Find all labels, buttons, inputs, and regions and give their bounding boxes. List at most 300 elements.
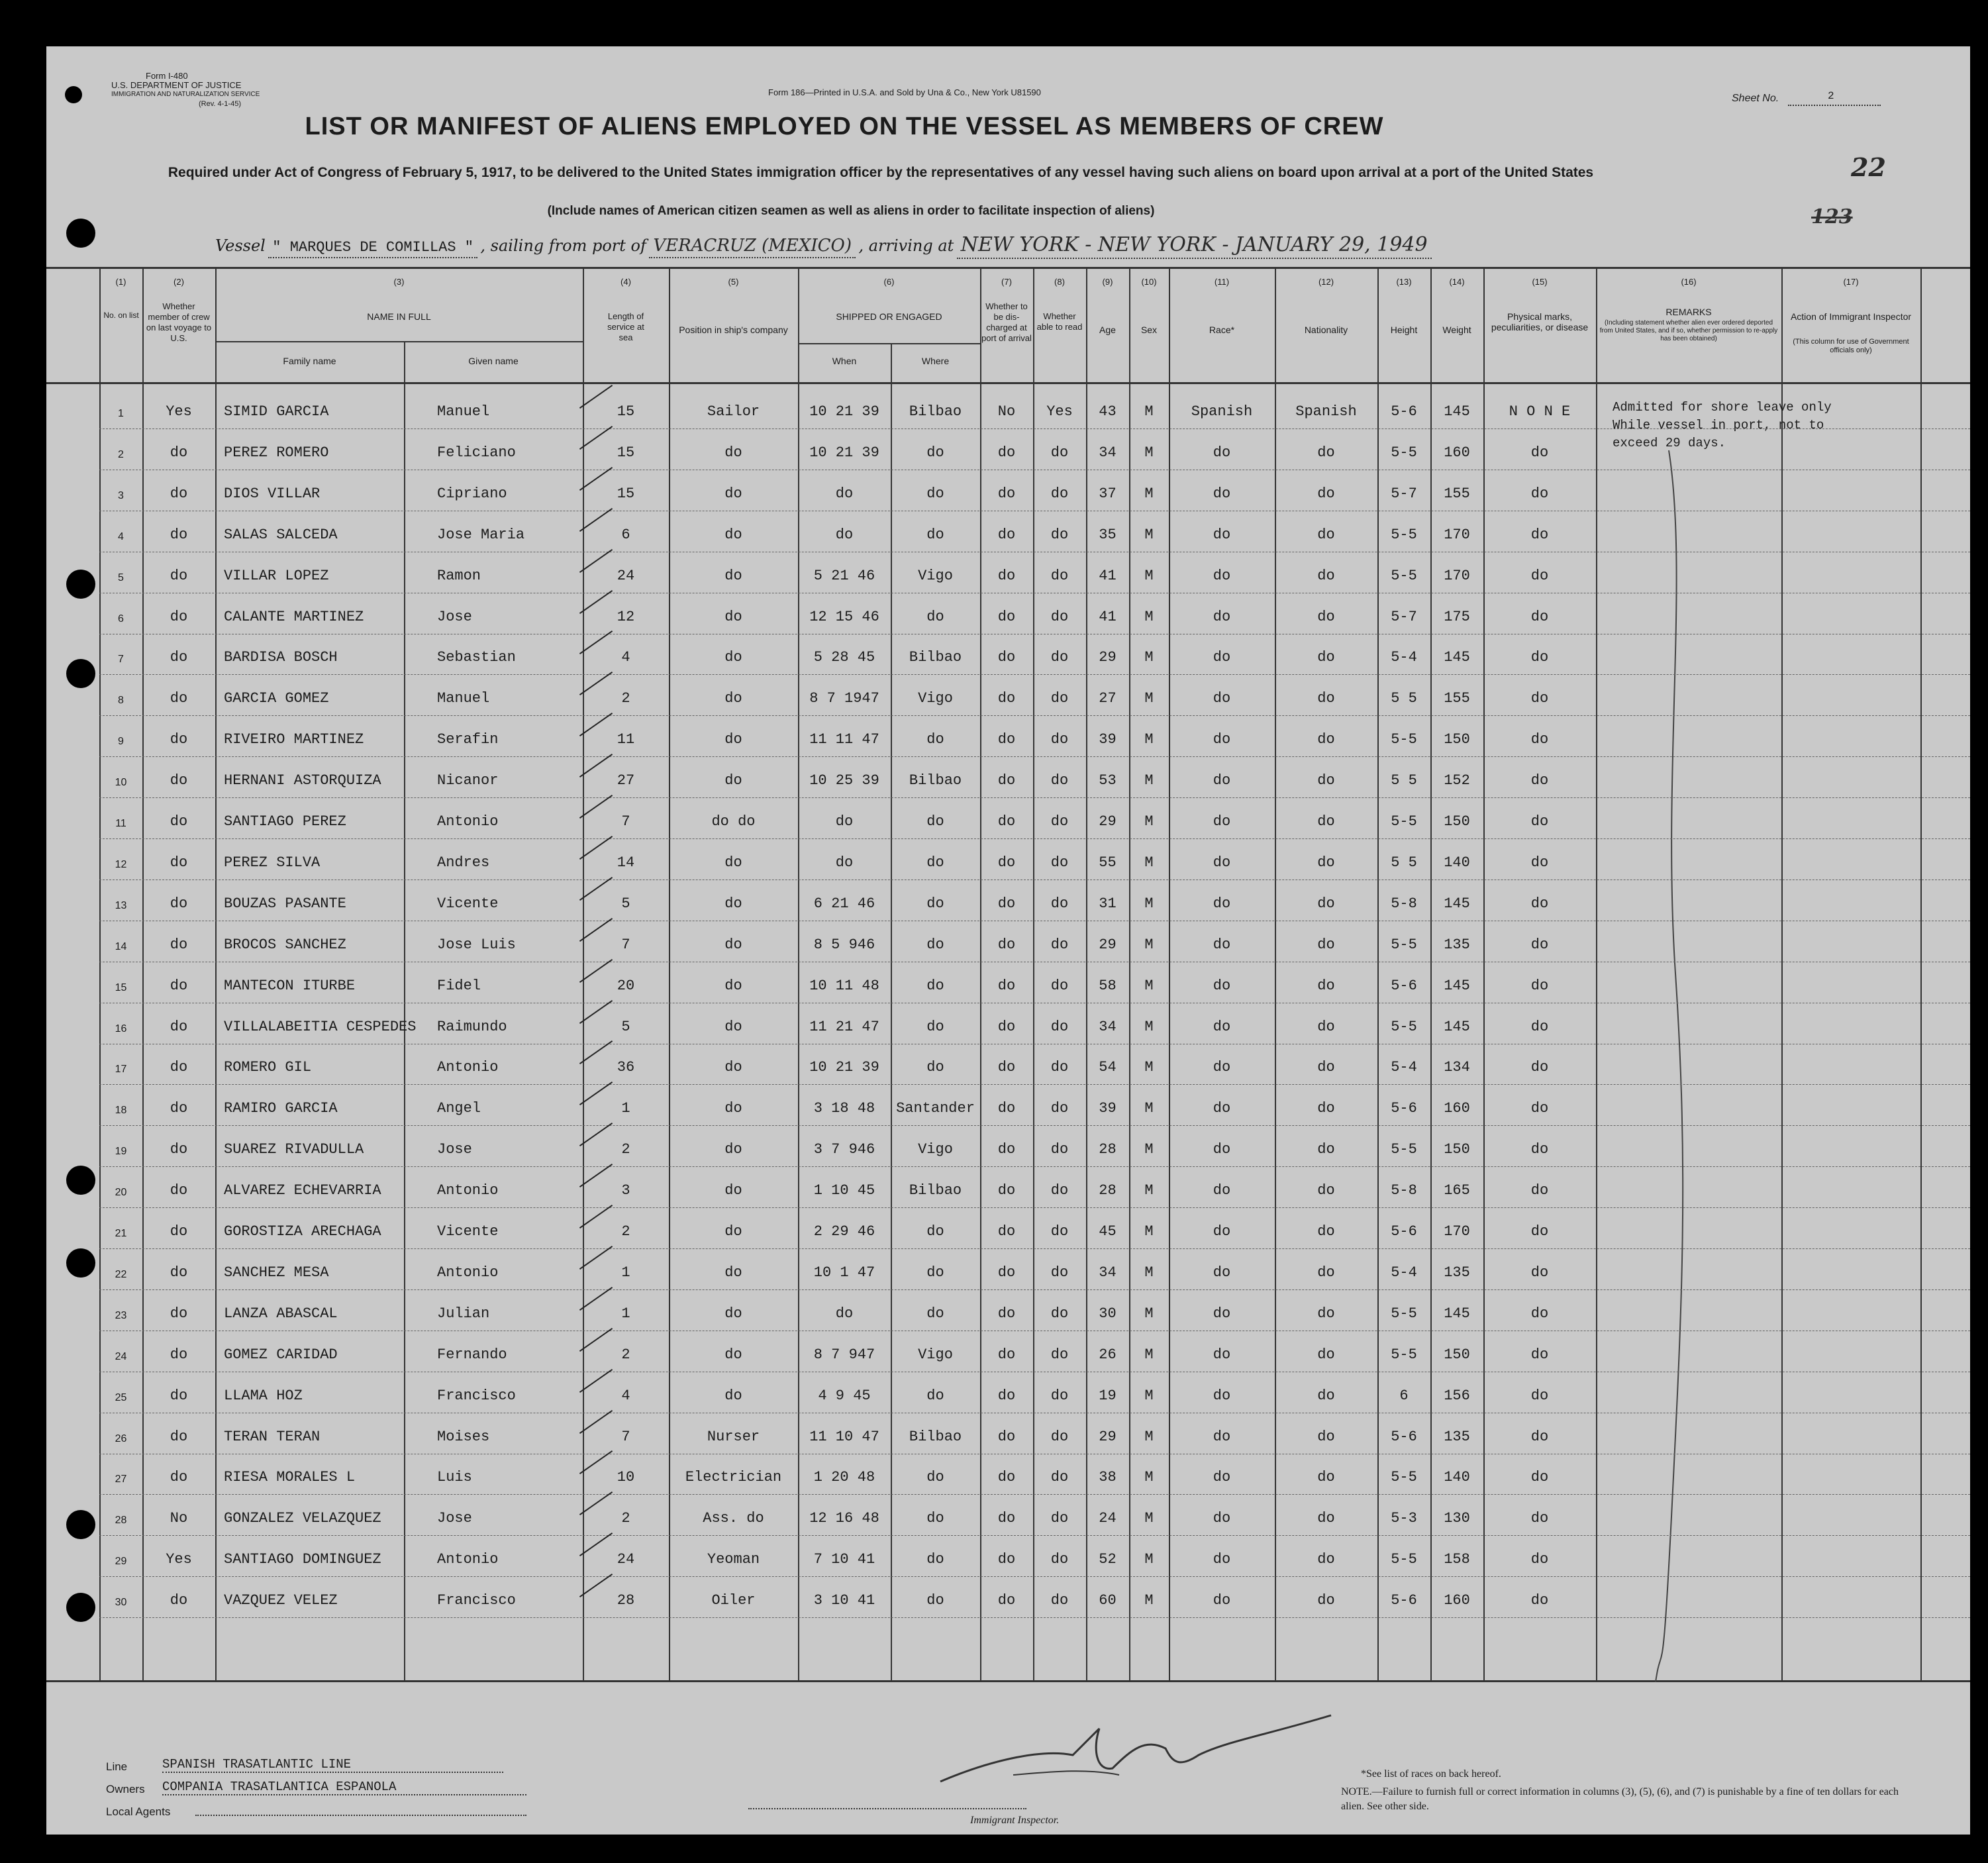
height-cell: 5-8 — [1391, 1182, 1417, 1199]
sailing-label: , sailing from port of — [480, 236, 646, 255]
shipped-when-cell: 12 16 48 — [809, 1510, 879, 1527]
name-subheader-rule — [215, 341, 583, 342]
header-position: Position in ship's company — [679, 325, 788, 335]
sex-cell: M — [1144, 1387, 1154, 1404]
weight-cell: 160 — [1444, 1592, 1470, 1609]
row-number: 9 — [118, 736, 124, 748]
weight-cell: 135 — [1444, 1264, 1470, 1281]
family-name-cell: TERAN TERAN — [224, 1428, 321, 1445]
given-name-cell: Fernando — [437, 1346, 507, 1363]
shipped-when-cell: 10 21 39 — [809, 1059, 879, 1076]
family-name-cell: GOMEZ CARIDAD — [224, 1346, 338, 1363]
last-voyage-cell: do — [170, 567, 188, 584]
last-voyage-cell: do — [170, 1100, 188, 1117]
table-top-rule — [46, 267, 1970, 269]
race-cell: do — [1213, 444, 1231, 461]
position-cell: do — [724, 1141, 742, 1158]
weight-cell: 155 — [1444, 690, 1470, 707]
position-cell: do — [724, 1346, 742, 1363]
shipped-where-cell: do — [926, 1018, 944, 1035]
height-cell: 5-4 — [1391, 1264, 1417, 1281]
table-row — [46, 1290, 1970, 1331]
family-name-cell: SUAREZ RIVADULLA — [224, 1141, 364, 1158]
height-cell: 6 — [1399, 1387, 1409, 1404]
shipped-where-cell: Vigo — [918, 1141, 953, 1158]
service-length-cell: 1 — [621, 1100, 630, 1117]
last-voyage-cell: do — [170, 690, 188, 707]
last-voyage-cell: Yes — [166, 1551, 192, 1568]
physical-marks-cell: do — [1530, 1223, 1549, 1240]
position-cell: do — [724, 1059, 742, 1076]
nationality-cell: do — [1317, 444, 1335, 461]
nationality-cell: do — [1317, 690, 1335, 707]
shipped-when-cell: 6 21 46 — [813, 895, 875, 912]
able-to-read-cell: do — [1050, 1264, 1069, 1281]
column-number: (16) — [1681, 277, 1697, 287]
physical-marks-cell: do — [1530, 567, 1549, 584]
physical-marks-cell: do — [1530, 813, 1549, 830]
table-row — [46, 1208, 1970, 1249]
nationality-cell: do — [1317, 649, 1335, 666]
age-cell: 53 — [1099, 772, 1117, 789]
table-row — [46, 798, 1970, 839]
height-cell: 5-6 — [1391, 1223, 1417, 1240]
height-cell: 5-5 — [1391, 936, 1417, 953]
form-id: Form I-480 — [146, 71, 188, 81]
row-number: 13 — [115, 899, 127, 911]
age-cell: 29 — [1099, 1428, 1117, 1445]
header-physical: Physical marks, peculiarities, or disease — [1491, 311, 1589, 332]
family-name-cell: VAZQUEZ VELEZ — [224, 1592, 338, 1609]
physical-marks-cell: do — [1530, 772, 1549, 789]
service-length-cell: 5 — [621, 895, 630, 912]
weight-cell: 145 — [1444, 1305, 1470, 1322]
header-race: Race* — [1209, 325, 1235, 335]
header-shipped-engaged: SHIPPED OR ENGAGED — [836, 311, 942, 322]
header-action-note: (This column for use of Government officials only) — [1793, 338, 1909, 354]
race-cell: do — [1213, 936, 1231, 953]
shipped-where-cell: do — [926, 485, 944, 502]
height-cell: 5-6 — [1391, 1592, 1417, 1609]
weight-cell: 160 — [1444, 1100, 1470, 1117]
header-bottom-rule — [46, 382, 1970, 384]
family-name-cell: ROMERO GIL — [224, 1059, 312, 1076]
owners-value: COMPANIA TRASATLANTICA ESPANOLA — [162, 1780, 526, 1795]
line-value: SPANISH TRASATLANTIC LINE — [162, 1757, 503, 1773]
race-cell: do — [1213, 649, 1231, 666]
height-cell: 5-5 — [1391, 1551, 1417, 1568]
family-name-cell: CALANTE MARTINEZ — [224, 608, 364, 625]
family-name-cell: GOROSTIZA ARECHAGA — [224, 1223, 381, 1240]
header-able-read: Whether able to read — [1036, 311, 1083, 332]
weight-cell: 145 — [1444, 977, 1470, 994]
manifest-sheet — [46, 46, 1970, 1835]
nationality-cell: do — [1317, 1592, 1335, 1609]
height-cell: 5-5 — [1391, 813, 1417, 830]
table-row — [46, 675, 1970, 716]
discharged-cell: do — [997, 1387, 1016, 1404]
age-cell: 45 — [1099, 1223, 1117, 1240]
shipped-where-cell: do — [926, 1223, 944, 1240]
arriving-label: , arriving at — [858, 236, 954, 255]
given-name-cell: Jose — [437, 1141, 472, 1158]
last-voyage-cell: do — [170, 1469, 188, 1486]
header-where: Where — [921, 356, 950, 366]
race-cell: do — [1213, 1141, 1231, 1158]
height-cell: 5-8 — [1391, 895, 1417, 912]
position-cell: do — [724, 485, 742, 502]
column-number: (9) — [1102, 277, 1113, 287]
height-cell: 5-5 — [1391, 1141, 1417, 1158]
header-nationality: Nationality — [1304, 325, 1348, 335]
shipped-where-cell: Bilbao — [909, 772, 962, 789]
agents-label: Local Agents — [106, 1805, 171, 1818]
nationality-cell: do — [1317, 1551, 1335, 1568]
sex-cell: M — [1144, 1223, 1154, 1240]
able-to-read-cell: do — [1050, 895, 1069, 912]
service-length-cell: 1 — [621, 1305, 630, 1322]
physical-marks-cell: do — [1530, 1592, 1549, 1609]
physical-marks-cell: do — [1530, 1100, 1549, 1117]
service-length-cell: 4 — [621, 649, 630, 666]
family-name-cell: VILLAR LOPEZ — [224, 567, 329, 584]
nationality-cell: Spanish — [1295, 403, 1357, 420]
able-to-read-cell: do — [1050, 690, 1069, 707]
height-cell: 5-5 — [1391, 567, 1417, 584]
shipped-where-cell: do — [926, 813, 944, 830]
age-cell: 34 — [1099, 444, 1117, 461]
row-number: 27 — [115, 1474, 127, 1485]
nationality-cell: do — [1317, 977, 1335, 994]
age-cell: 43 — [1099, 403, 1117, 420]
position-cell: do — [724, 1182, 742, 1199]
family-name-cell: RAMIRO GARCIA — [224, 1100, 338, 1117]
service-length-cell: 2 — [621, 1223, 630, 1240]
inspector-signature — [934, 1709, 1344, 1801]
weight-cell: 165 — [1444, 1182, 1470, 1199]
position-cell: do — [724, 936, 742, 953]
discharged-cell: do — [997, 1264, 1016, 1281]
shipped-when-cell: 10 25 39 — [809, 772, 879, 789]
row-number: 4 — [118, 530, 124, 542]
table-row — [46, 1126, 1970, 1167]
service-length-cell: 2 — [621, 1510, 630, 1527]
age-cell: 41 — [1099, 608, 1117, 625]
service-length-cell: 2 — [621, 1141, 630, 1158]
given-name-cell: Luis — [437, 1469, 472, 1486]
family-name-cell: MANTECON ITURBE — [224, 977, 356, 994]
nationality-cell: do — [1317, 1100, 1335, 1117]
race-cell: do — [1213, 690, 1231, 707]
position-cell: Oiler — [711, 1592, 756, 1609]
shipped-when-cell: 11 11 47 — [809, 731, 879, 748]
discharged-cell: do — [997, 608, 1016, 625]
height-cell: 5 5 — [1391, 690, 1417, 707]
position-cell: do — [724, 1018, 742, 1035]
given-name-cell: Fidel — [437, 977, 481, 994]
discharged-cell: do — [997, 895, 1016, 912]
table-row — [46, 470, 1970, 511]
height-cell: 5-6 — [1391, 403, 1417, 420]
table-row — [46, 962, 1970, 1003]
weight-cell: 158 — [1444, 1551, 1470, 1568]
weight-cell: 155 — [1444, 485, 1470, 502]
given-name-cell: Vicente — [437, 895, 499, 912]
nationality-cell: do — [1317, 1346, 1335, 1363]
service-length-cell: 2 — [621, 1346, 630, 1363]
position-cell: do — [724, 1223, 742, 1240]
row-number: 22 — [115, 1268, 127, 1280]
sex-cell: M — [1144, 526, 1154, 543]
sex-cell: M — [1144, 649, 1154, 666]
table-row — [46, 1003, 1970, 1044]
header-given-name: Given name — [468, 356, 519, 366]
physical-marks-cell: do — [1530, 444, 1549, 461]
table-row — [46, 1413, 1970, 1454]
given-name-cell: Sebastian — [437, 649, 516, 666]
last-voyage-cell: Yes — [166, 403, 192, 420]
height-cell: 5-6 — [1391, 1100, 1417, 1117]
last-voyage-cell: do — [170, 936, 188, 953]
weight-cell: 175 — [1444, 608, 1470, 625]
sex-cell: M — [1144, 1346, 1154, 1363]
weight-cell: 170 — [1444, 567, 1470, 584]
position-cell: Nurser — [707, 1428, 760, 1445]
physical-marks-cell: do — [1530, 1059, 1549, 1076]
physical-marks-cell: do — [1530, 1551, 1549, 1568]
remarks-line: Admitted for shore leave only — [1613, 400, 1832, 415]
header-remarks-note: (Including statement whether alien ever ordered deported from United States, and if so, whether permission to re-apply has been obtained) — [1599, 319, 1778, 342]
weight-cell: 170 — [1444, 526, 1470, 543]
last-voyage-cell: do — [170, 772, 188, 789]
nationality-cell: do — [1317, 1223, 1335, 1240]
age-cell: 37 — [1099, 485, 1117, 502]
vessel-label: Vessel — [215, 236, 266, 255]
sex-cell: M — [1144, 1510, 1154, 1527]
discharged-cell: do — [997, 1510, 1016, 1527]
position-cell: do — [724, 977, 742, 994]
weight-cell: 152 — [1444, 772, 1470, 789]
given-name-cell: Angel — [437, 1100, 481, 1117]
discharged-cell: do — [997, 1428, 1016, 1445]
service-length-cell: 4 — [621, 1387, 630, 1404]
shipped-when-cell: 8 5 946 — [813, 936, 875, 953]
height-cell: 5-5 — [1391, 526, 1417, 543]
discharged-cell: do — [997, 977, 1016, 994]
position-cell: do — [724, 567, 742, 584]
height-cell: 5-4 — [1391, 1059, 1417, 1076]
weight-cell: 145 — [1444, 895, 1470, 912]
shipped-where-cell: Vigo — [918, 1346, 953, 1363]
weight-cell: 134 — [1444, 1059, 1470, 1076]
race-cell: do — [1213, 1223, 1231, 1240]
nationality-cell: do — [1317, 895, 1335, 912]
able-to-read-cell: do — [1050, 772, 1069, 789]
sheet-number: 2 — [1828, 90, 1834, 102]
shipped-when-cell: 3 7 946 — [813, 1141, 875, 1158]
remarks-line: While vessel in port, not to — [1613, 418, 1824, 432]
service-length-cell: 7 — [621, 936, 630, 953]
physical-marks-cell: do — [1530, 1510, 1549, 1527]
height-cell: 5-5 — [1391, 1346, 1417, 1363]
row-number: 19 — [115, 1146, 127, 1158]
inspector-label: Immigrant Inspector. — [970, 1815, 1060, 1826]
race-cell: do — [1213, 526, 1231, 543]
able-to-read-cell: do — [1050, 936, 1069, 953]
shipped-when-cell: 10 21 39 — [809, 403, 879, 420]
discharged-cell: do — [997, 813, 1016, 830]
given-name-cell: Ramon — [437, 567, 481, 584]
height-cell: 5-6 — [1391, 1428, 1417, 1445]
discharged-cell: do — [997, 526, 1016, 543]
sex-cell: M — [1144, 895, 1154, 912]
discharged-cell: do — [997, 567, 1016, 584]
height-cell: 5-4 — [1391, 649, 1417, 666]
physical-marks-cell: do — [1530, 731, 1549, 748]
family-name-cell: LANZA ABASCAL — [224, 1305, 338, 1322]
discharged-cell: do — [997, 1182, 1016, 1199]
shipped-when-cell: 1 10 45 — [813, 1182, 875, 1199]
table-row — [46, 1495, 1970, 1536]
discharged-cell: do — [997, 1141, 1016, 1158]
service-length-cell: 15 — [617, 444, 635, 461]
family-name-cell: DIOS VILLAR — [224, 485, 321, 502]
header-height: Height — [1390, 325, 1418, 335]
given-name-cell: Jose — [437, 1510, 472, 1527]
able-to-read-cell: do — [1050, 1510, 1069, 1527]
service-length-cell: 15 — [617, 403, 635, 420]
service-length-cell: 24 — [617, 567, 635, 584]
agents-value — [195, 1815, 526, 1816]
weight-cell: 145 — [1444, 649, 1470, 666]
given-name-cell: Antonio — [437, 1551, 499, 1568]
row-number: 14 — [115, 940, 127, 952]
position-cell: do do — [711, 813, 756, 830]
able-to-read-cell: do — [1050, 526, 1069, 543]
table-row — [46, 552, 1970, 593]
race-cell: do — [1213, 1182, 1231, 1199]
last-voyage-cell: do — [170, 1018, 188, 1035]
nationality-cell: do — [1317, 608, 1335, 625]
last-voyage-cell: No — [170, 1510, 188, 1527]
row-number: 21 — [115, 1228, 127, 1239]
discharged-cell: do — [997, 690, 1016, 707]
physical-marks-cell: do — [1530, 1018, 1549, 1035]
family-name-cell: GARCIA GOMEZ — [224, 690, 329, 707]
nationality-cell: do — [1317, 1469, 1335, 1486]
sex-cell: M — [1144, 1469, 1154, 1486]
able-to-read-cell: do — [1050, 1018, 1069, 1035]
discharged-cell: do — [997, 1305, 1016, 1322]
family-name-cell: RIESA MORALES L — [224, 1469, 356, 1486]
service: IMMIGRATION AND NATURALIZATION SERVICE — [111, 91, 260, 98]
able-to-read-cell: do — [1050, 813, 1069, 830]
weight-cell: 160 — [1444, 444, 1470, 461]
weight-cell: 156 — [1444, 1387, 1470, 1404]
last-voyage-cell: do — [170, 1264, 188, 1281]
service-length-cell: 7 — [621, 813, 630, 830]
sex-cell: M — [1144, 1059, 1154, 1076]
column-number: (6) — [883, 277, 895, 287]
height-cell: 5-7 — [1391, 608, 1417, 625]
row-number: 23 — [115, 1309, 127, 1321]
nationality-cell: do — [1317, 485, 1335, 502]
shipped-where-cell: Santander — [896, 1100, 975, 1117]
service-length-cell: 5 — [621, 1018, 630, 1035]
last-voyage-cell: do — [170, 608, 188, 625]
given-name-cell: Manuel — [437, 690, 490, 707]
row-number: 28 — [115, 1515, 127, 1527]
revision: (Rev. 4-1-45) — [199, 100, 241, 108]
given-name-cell: Nicanor — [437, 772, 499, 789]
shipped-where-cell: do — [926, 608, 944, 625]
row-number: 29 — [115, 1556, 127, 1568]
shipped-where-cell: do — [926, 854, 944, 871]
header-action: Action of Immigrant Inspector — [1790, 311, 1912, 322]
position-cell: do — [724, 1305, 742, 1322]
vessel-line — [215, 233, 1432, 256]
able-to-read-cell: do — [1050, 1469, 1069, 1486]
age-cell: 54 — [1099, 1059, 1117, 1076]
position-cell: Ass. do — [703, 1510, 764, 1527]
discharged-cell: do — [997, 1551, 1016, 1568]
weight-cell: 130 — [1444, 1510, 1470, 1527]
able-to-read-cell: do — [1050, 1305, 1069, 1322]
page-number-struck: 123 — [1811, 205, 1853, 228]
age-cell: 24 — [1099, 1510, 1117, 1527]
position-cell: Electrician — [685, 1469, 782, 1486]
shipped-when-cell: 10 21 39 — [809, 444, 879, 461]
table-row — [46, 839, 1970, 880]
weight-cell: 150 — [1444, 731, 1470, 748]
column-number: (4) — [621, 277, 631, 287]
race-cell: do — [1213, 1469, 1231, 1486]
last-voyage-cell: do — [170, 1592, 188, 1609]
row-number: 20 — [115, 1187, 127, 1199]
position-cell: Sailor — [707, 403, 760, 420]
service-length-cell: 1 — [621, 1264, 630, 1281]
shipped-where-cell: do — [926, 731, 944, 748]
form-identifier — [73, 72, 260, 109]
shipped-where-cell: Bilbao — [909, 1428, 962, 1445]
manifest-footer — [46, 1682, 1970, 1835]
sex-cell: M — [1144, 690, 1154, 707]
table-row — [46, 1536, 1970, 1577]
age-cell: 38 — [1099, 1469, 1117, 1486]
physical-marks-cell: do — [1530, 690, 1549, 707]
header-no-on-list: No. on list — [103, 311, 139, 320]
physical-marks-cell: do — [1530, 1264, 1549, 1281]
nationality-cell: do — [1317, 1182, 1335, 1199]
height-cell: 5 5 — [1391, 854, 1417, 871]
family-name-cell: BOUZAS PASANTE — [224, 895, 346, 912]
shipped-when-cell: do — [835, 813, 854, 830]
race-cell: do — [1213, 772, 1231, 789]
shipped-where-cell: do — [926, 1059, 944, 1076]
row-number: 30 — [115, 1597, 127, 1609]
nationality-cell: do — [1317, 1018, 1335, 1035]
given-name-cell: Julian — [437, 1305, 490, 1322]
discharged-cell: do — [997, 1346, 1016, 1363]
shipped-where-cell: Bilbao — [909, 649, 962, 666]
row-number: 7 — [118, 654, 124, 666]
table-row — [46, 1167, 1970, 1208]
row-number: 2 — [118, 448, 124, 460]
height-cell: 5-5 — [1391, 731, 1417, 748]
service-length-cell: 3 — [621, 1182, 630, 1199]
table-row — [46, 757, 1970, 798]
physical-marks-cell: do — [1530, 1182, 1549, 1199]
